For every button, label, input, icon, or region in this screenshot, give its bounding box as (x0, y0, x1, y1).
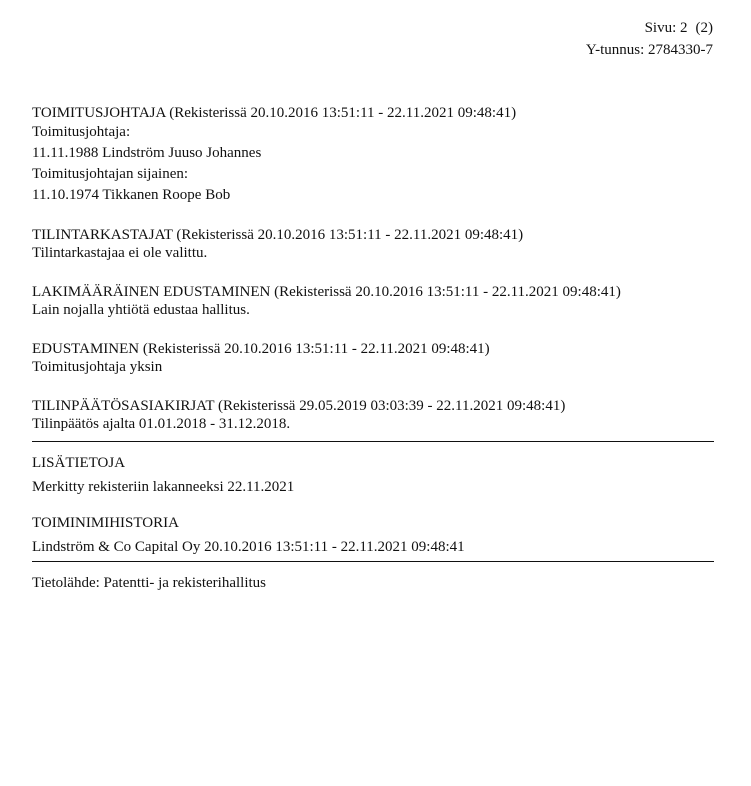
section-tilinpaatosasiakirjat (32, 397, 722, 433)
section-heading: LISÄTIETOJA (32, 455, 126, 471)
divider-bottom (32, 561, 714, 562)
section-text: Tilinpäätös ajalta 01.01.2018 - 31.12.2018. (32, 416, 291, 432)
section-toiminimihistoria (32, 511, 722, 559)
section-lisatietoja (32, 451, 722, 499)
deputy-person: 11.10.1974 Tikkanen Roope Bob (32, 187, 231, 203)
section-tilintarkastajat (32, 226, 722, 262)
section-heading: TILINPÄÄTÖSASIAKIRJAT (Rekisterissä 29.05.2019 03:03:39 - 22.11.2021 09:48:41) (32, 398, 566, 414)
section-text: Toimitusjohtaja yksin (32, 359, 163, 375)
section-text: Merkitty rekisteriin lakanneeksi 22.11.2021 (32, 479, 295, 495)
page-number (586, 17, 713, 39)
role-person: 11.11.1988 Lindström Juuso Johannes (32, 145, 262, 161)
divider-top (32, 441, 714, 442)
section-toimitusjohtaja (32, 104, 722, 206)
section-heading: EDUSTAMINEN (Rekisterissä 20.10.2016 13:51:11 - 22.11.2021 09:48:41) (32, 341, 490, 357)
role-label: Toimitusjohtaja: (32, 124, 131, 140)
page-label: Sivu: 2 (644, 20, 688, 36)
section-text: Lain nojalla yhtiötä edustaa hallitus. (32, 302, 250, 318)
section-heading: TOIMINIMIHISTORIA (32, 515, 179, 531)
data-source (32, 574, 722, 592)
section-text: Tilintarkastajaa ei ole valittu. (32, 245, 208, 261)
business-id: Y-tunnus: 2784330-7 (585, 42, 713, 58)
section-lakimaarainen-edustaminen (32, 283, 722, 319)
section-edustaminen (32, 340, 722, 376)
source-text: Tietolähde: Patentti- ja rekisterihallitus (32, 575, 266, 591)
section-heading: LAKIMÄÄRÄINEN EDUSTAMINEN (Rekisterissä 20.10.2016 13:51:11 - 22.11.2021 09:48:41) (32, 284, 621, 300)
deputy-label: Toimitusjohtajan sijainen: (32, 166, 189, 182)
section-heading: TOIMITUSJOHTAJA (Rekisterissä 20.10.2016 13:51:11 - 22.11.2021 09:48:41) (32, 105, 517, 121)
section-text: Lindström & Co Capital Oy 20.10.2016 13:51:11 - 22.11.2021 09:48:41 (32, 539, 465, 555)
page-header (586, 17, 713, 61)
page-total: (2) (695, 20, 713, 36)
section-heading: TILINTARKASTAJAT (Rekisterissä 20.10.2016 13:51:11 - 22.11.2021 09:48:41) (32, 227, 524, 243)
